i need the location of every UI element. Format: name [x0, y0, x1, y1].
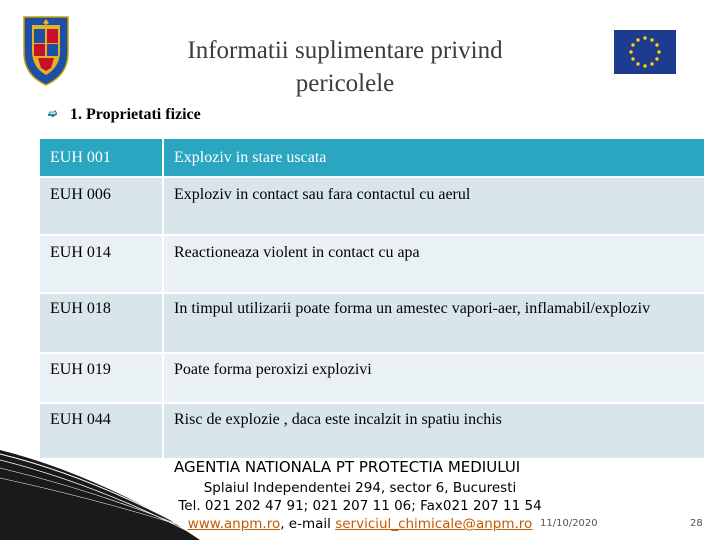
table-row — [39, 353, 705, 403]
table-row — [39, 293, 705, 353]
bullet-icon: ➫ — [48, 108, 58, 120]
table-cell-description: Risc de explozie , daca este incalzit in spatiu inchis — [163, 403, 705, 459]
footer-agency: AGENTIA NATIONALA PT PROTECTIA MEDIULUI — [174, 458, 521, 476]
table-cell-code: EUH 019 — [39, 353, 163, 403]
table-cell-code: EUH 018 — [39, 293, 163, 353]
table-cell-code: EUH 001 — [39, 138, 163, 177]
table-cell-description: Exploziv in contact sau fara contactul cu aerul — [163, 177, 705, 235]
table-cell-description: In timpul utilizarii poate forma un amestec vapori-aer, inflamabil/exploziv — [163, 293, 705, 353]
email-label: , e-mail — [280, 516, 331, 532]
page-number: 28 — [690, 518, 703, 529]
table-row — [39, 235, 705, 293]
slide-title: Informatii suplimentare privind pericolele — [187, 37, 503, 97]
slide-date: 11/10/2020 — [540, 518, 598, 529]
table-cell-description: Poate forma peroxizi explozivi — [163, 353, 705, 403]
section-heading — [48, 106, 201, 124]
email-link[interactable]: serviciul_chimicale@anpm.ro — [335, 516, 533, 532]
section-heading-label: 1. Proprietati fizice — [70, 106, 201, 123]
footer-phone: Tel. 021 202 47 91; 021 207 11 06; Fax021 207 11 54 — [178, 498, 542, 514]
website-link[interactable]: www.anpm.ro — [187, 516, 281, 532]
footer-address: Splaiul Independentei 294, sector 6, Bucuresti — [203, 480, 517, 496]
table-cell-description: Exploziv in stare uscata — [163, 138, 705, 177]
table-cell-code: EUH 044 — [39, 403, 163, 459]
table-cell-code: EUH 014 — [39, 235, 163, 293]
table-cell-description: Reactioneaza violent in contact cu apa — [163, 235, 705, 293]
table-row — [39, 177, 705, 235]
footer-contact — [0, 516, 720, 532]
table-cell-code: EUH 006 — [39, 177, 163, 235]
euh-table — [38, 137, 706, 460]
eu-flag-icon — [614, 30, 676, 74]
table-header-row — [39, 138, 705, 177]
romania-coat-of-arms-icon — [18, 13, 74, 87]
